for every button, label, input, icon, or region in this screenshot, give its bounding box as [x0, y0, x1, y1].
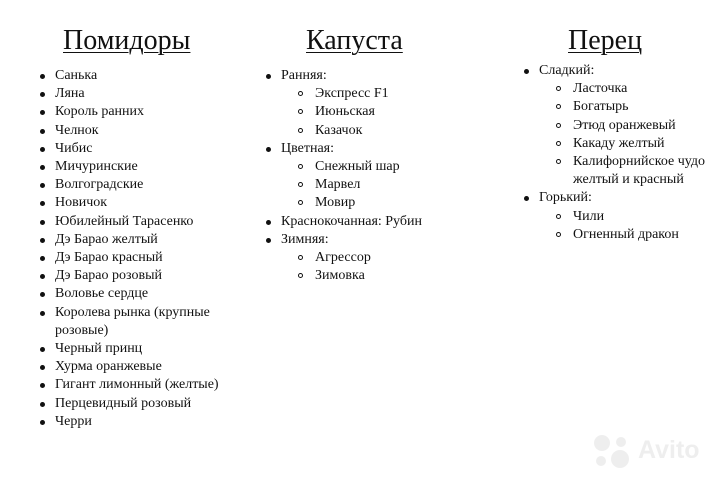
sublist-item: Зимовка — [281, 267, 482, 285]
list-pepper — [520, 62, 715, 244]
list-item-label: Дэ Барао желтый — [55, 231, 158, 247]
column-title-tomatoes: Помидоры — [63, 25, 191, 56]
list-cabbage — [262, 67, 482, 285]
list-item — [36, 231, 236, 249]
list-item-label: Королева рынка (крупные розовые) — [55, 304, 210, 338]
sublist-item: Экспресс F1 — [281, 85, 482, 103]
list-item — [36, 358, 236, 376]
list-item-label: Юбилейный Тарасенко — [55, 213, 194, 229]
list-item — [36, 267, 236, 285]
sublist-item: Ласточка — [539, 80, 715, 98]
list-item — [36, 85, 236, 103]
sublist-item: Мовир — [281, 194, 482, 212]
list-item-label: Дэ Барао розовый — [55, 268, 162, 284]
column-title-pepper: Перец — [568, 25, 643, 56]
sublist-item: Калифорнийское чудо желтый и красный — [539, 153, 715, 189]
sublist-item: Июньская — [281, 103, 482, 121]
sublist-item: Снежный шар — [281, 158, 482, 176]
avito-watermark — [590, 432, 710, 472]
list-item-label: Гигант лимонный (желтые) — [55, 377, 219, 393]
sublist-item: Агрессор — [281, 249, 482, 267]
list-item — [36, 285, 236, 303]
list-item — [36, 122, 236, 140]
list-item-label: Цветная: — [281, 140, 335, 156]
list-item-label: Дэ Барао красный — [55, 250, 163, 266]
list-item — [520, 189, 715, 244]
list-item — [36, 413, 236, 431]
list-item-label: Сладкий: — [539, 63, 595, 78]
sublist — [539, 208, 715, 244]
sublist — [281, 158, 482, 213]
list-item-label: Черный принц — [55, 341, 143, 357]
list-item-label: Новичок — [55, 195, 108, 211]
list-item-label: Горький: — [539, 190, 592, 206]
list-item-label: Челнок — [55, 122, 99, 138]
list-item-label: Чибис — [55, 140, 93, 156]
sublist-item: Огненный дракон — [539, 226, 715, 244]
list-item-label: Зимняя: — [281, 231, 329, 247]
list-item — [36, 158, 236, 176]
list-item-label: Черри — [55, 413, 92, 429]
list-item — [262, 231, 482, 286]
list-item — [262, 213, 482, 231]
sublist-item: Богатырь — [539, 98, 715, 116]
list-item — [36, 194, 236, 212]
list-item — [36, 395, 236, 413]
sublist-item: Этюд оранжевый — [539, 117, 715, 135]
sublist-item: Марвел — [281, 176, 482, 194]
list-tomatoes — [36, 67, 236, 431]
list-item — [36, 249, 236, 267]
list-item-label: Краснокочанная: Рубин — [281, 213, 422, 229]
list-item — [262, 67, 482, 140]
sublist — [281, 85, 482, 140]
list-item — [36, 103, 236, 121]
list-item-label: Воловье сердце — [55, 286, 149, 302]
list-item — [36, 213, 236, 231]
sublist-item: Какаду желтый — [539, 135, 715, 153]
list-item — [36, 176, 236, 194]
list-item — [262, 140, 482, 213]
list-item-label: Хурма оранжевые — [55, 359, 162, 375]
list-item-label: Санька — [55, 68, 98, 83]
list-item-label: Перцевидный розовый — [55, 395, 192, 411]
column-title-cabbage: Капуста — [306, 25, 403, 56]
list-item-label: Волгоградские — [55, 177, 144, 193]
sublist — [539, 80, 715, 189]
watermark-text: Avito — [638, 436, 700, 464]
list-item-label: Мичуринские — [55, 159, 138, 175]
list-item-label: Король ранних — [55, 104, 145, 120]
list-item — [36, 67, 236, 85]
list-item-label: Ранняя: — [281, 68, 327, 83]
avito-logo-icon — [590, 432, 634, 472]
list-item — [36, 140, 236, 158]
sublist-item: Чили — [539, 208, 715, 226]
sublist-item: Казачок — [281, 122, 482, 140]
list-item — [36, 376, 236, 394]
sublist — [281, 249, 482, 285]
list-item-label: Ляна — [55, 86, 85, 102]
list-item — [520, 62, 715, 189]
list-item — [36, 304, 236, 340]
list-item — [36, 340, 236, 358]
